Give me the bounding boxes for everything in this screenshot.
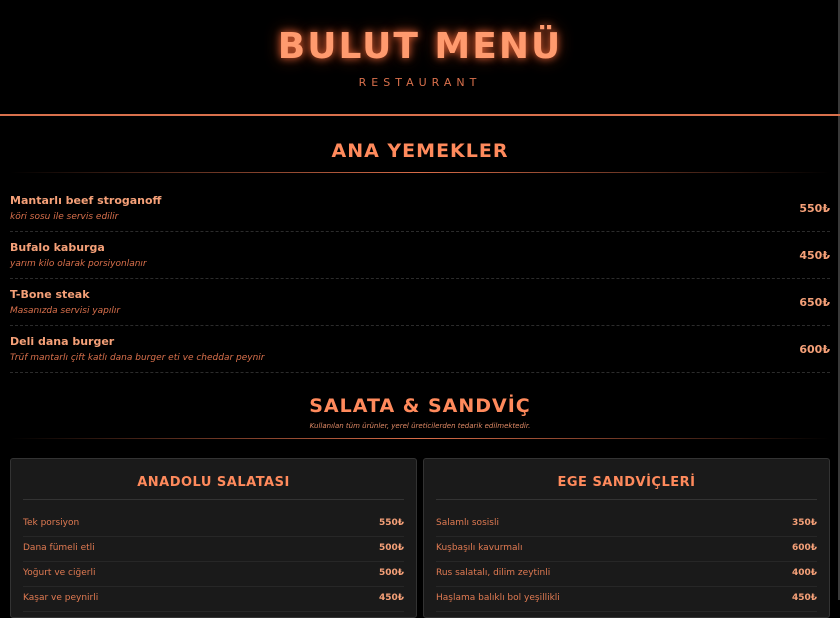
card-item-name: Yoğurt ve ciğerli — [23, 568, 96, 578]
card-item-price: 450₺ — [791, 593, 817, 603]
menu-item-description: Trüf mantarlı çift katlı dana burger eti ve cheddar peynir — [10, 353, 265, 363]
menu-cards — [10, 458, 830, 618]
card-row — [436, 562, 817, 587]
main-section-heading — [0, 140, 840, 173]
salad-section-heading — [0, 395, 840, 439]
main-dishes-list — [10, 185, 830, 373]
menu-item-price: 650₺ — [799, 296, 830, 309]
menu-item-description: köri sosu ile servis edilir — [10, 212, 119, 222]
menu-item-name: Mantarlı beef stroganoff — [10, 194, 162, 207]
header-divider — [0, 114, 840, 116]
menu-item-description: Masanızda servisi yapılır — [10, 306, 121, 316]
menu-item-name: T-Bone steak — [10, 288, 90, 301]
menu-item-price: 550₺ — [799, 202, 830, 215]
menu-item-name: Deli dana burger — [10, 335, 115, 348]
brand-title: BULUT MENÜ — [277, 26, 563, 67]
card-item-price: 500₺ — [378, 543, 404, 553]
card-divider — [436, 499, 817, 500]
card-item-name: Tek porsiyon — [23, 518, 80, 528]
card-item-name: Kuşbaşılı kavurmalı — [436, 543, 523, 553]
card-row — [23, 512, 404, 537]
menu-item-name: Bufalo kaburga — [10, 241, 105, 254]
card-row — [23, 537, 404, 562]
menu-item — [10, 232, 830, 279]
card-item-name: Salamlı sosisli — [436, 518, 499, 528]
section-divider — [10, 438, 830, 439]
card-item-price: 400₺ — [791, 568, 817, 578]
menu-item — [10, 326, 830, 373]
card-row — [436, 537, 817, 562]
card-item-name: Haşlama balıklı bol yeşillikli — [436, 593, 560, 603]
card-row — [23, 562, 404, 587]
card-divider — [23, 499, 404, 500]
section-note: Kullanılan tüm ürünler, yerel üreticilerden tedarik edilmektedir. — [309, 422, 531, 430]
card-title: EGE SANDVİÇLERİ — [557, 475, 696, 490]
card-title: ANADOLU SALATASI — [137, 475, 290, 490]
brand-subtitle: RESTAURANT — [358, 76, 482, 89]
card-item-name: Rus salatalı, dilim zeytinli — [436, 568, 551, 578]
section-title: SALATA & SANDVİÇ — [309, 395, 531, 417]
menu-card — [10, 458, 417, 618]
menu-item-price: 450₺ — [799, 249, 830, 262]
card-item-price: 350₺ — [791, 518, 817, 528]
card-row — [436, 512, 817, 537]
card-item-price: 500₺ — [378, 568, 404, 578]
card-item-price: 550₺ — [378, 518, 404, 528]
section-title: ANA YEMEKLER — [331, 140, 509, 162]
menu-item — [10, 185, 830, 232]
card-item-name: Kaşar ve peynirli — [23, 593, 99, 603]
card-item-price: 600₺ — [791, 543, 817, 553]
card-item-name: Dana fümeli etli — [23, 543, 95, 553]
menu-item-price: 600₺ — [799, 343, 830, 356]
menu-card — [423, 458, 830, 618]
menu-item-description: yarım kilo olarak porsiyonlanır — [10, 259, 147, 269]
menu-item — [10, 279, 830, 326]
card-item-price: 450₺ — [378, 593, 404, 603]
section-divider — [10, 172, 830, 173]
page-header — [0, 0, 840, 116]
